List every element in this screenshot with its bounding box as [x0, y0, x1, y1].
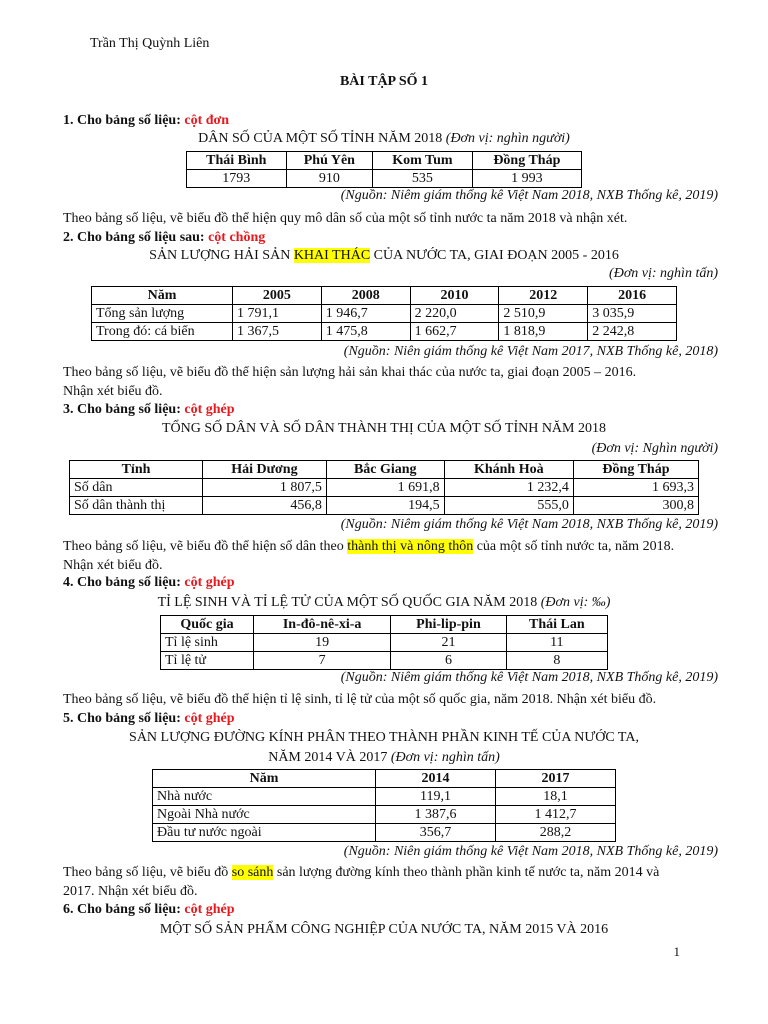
table-1-col: Phú Yên: [286, 152, 373, 170]
table-cell: 3 035,9: [588, 305, 677, 323]
section-5-task-line-2: 2017. Nhận xét biểu đồ.: [63, 884, 198, 899]
section-4-title: [0, 595, 768, 611]
table-1: [186, 151, 582, 188]
section-2-heading: [63, 230, 265, 246]
table-cell: 535: [373, 170, 473, 188]
table-4-col: Phi-lip-pin: [391, 616, 506, 634]
table-cell: 2 242,8: [588, 323, 677, 341]
table-1-col: Đồng Tháp: [472, 152, 581, 170]
section-6-heading: [63, 902, 235, 918]
table-4-col: In-đô-nê-xi-a: [254, 616, 391, 634]
section-1-title-text: DÂN SỐ CỦA MỘT SỐ TỈNH NĂM 2018: [198, 131, 443, 146]
section-3-task: [63, 537, 723, 575]
table-2: [91, 286, 677, 341]
table-cell: 456,8: [203, 497, 327, 515]
section-1-title: [0, 131, 768, 147]
table-cell: 18,1: [496, 788, 616, 806]
table-cell: 1 232,4: [444, 479, 573, 497]
section-1-task: Theo bảng số liệu, vẽ biểu đồ thể hiện quy mô dân số của một số tỉnh nước ta năm 2018 và nhận xét.: [63, 211, 628, 226]
table-5-col: 2014: [376, 770, 496, 788]
section-3-source: (Nguồn: Niêm giám thống kê Việt Nam 2018, NXB Thống kê, 2019): [340, 517, 718, 532]
section-4-type: cột ghép: [184, 575, 235, 590]
table-2-col: 2008: [321, 287, 410, 305]
section-3-type: cột ghép: [184, 402, 235, 417]
section-3-heading: [63, 402, 235, 418]
table-cell: 1 691,8: [326, 479, 444, 497]
section-3-task-post: của một số tỉnh nước ta, năm 2018.: [476, 539, 675, 554]
section-3-task-highlight: thành thị và nông thôn: [347, 539, 474, 554]
table-2-header: [92, 287, 677, 305]
section-2-title-pre: SẢN LƯỢNG HẢI SẢN: [149, 248, 291, 263]
table-cell: 21: [391, 634, 506, 652]
table-row: [92, 305, 677, 323]
table-cell: 555,0: [444, 497, 573, 515]
table-row: [70, 479, 699, 497]
table-3: [69, 460, 699, 515]
table-row: [92, 323, 677, 341]
table-cell: Số dân thành thị: [70, 497, 203, 515]
author-name: Trần Thị Quỳnh Liên: [90, 36, 210, 51]
table-cell: 1 818,9: [499, 323, 588, 341]
table-row: [161, 652, 608, 670]
table-5-col: Năm: [153, 770, 376, 788]
section-5-task-highlight: so sánh: [231, 865, 274, 880]
section-2-task-line-1: Theo bảng số liệu, vẽ biểu đồ thể hiện sản lượng hải sản khai thác của nước ta, giai đoạn 2005 – 2016.: [63, 365, 637, 380]
table-cell: 1 662,7: [410, 323, 499, 341]
table-cell: 1 367,5: [233, 323, 322, 341]
table-cell: 910: [286, 170, 373, 188]
table-cell: Tổng sản lượng: [92, 305, 233, 323]
section-1-type: cột đơn: [184, 113, 230, 128]
table-row: [153, 788, 616, 806]
table-row: [161, 634, 608, 652]
table-cell: 1793: [187, 170, 287, 188]
section-3-title: TỔNG SỐ DÂN VÀ SỐ DÂN THÀNH THỊ CỦA MỘT SỐ TỈNH NĂM 2018: [161, 421, 606, 436]
table-3-col: Khánh Hoà: [444, 461, 573, 479]
table-cell: 6: [391, 652, 506, 670]
section-5-title-line-1: SẢN LƯỢNG ĐƯỜNG KÍNH PHÂN THEO THÀNH PHẦN KINH TẾ CỦA NƯỚC TA,: [129, 730, 639, 745]
table-3-col: Đồng Tháp: [573, 461, 698, 479]
section-3-task-line-2: Nhận xét biểu đồ.: [63, 558, 163, 573]
section-2-source: (Nguồn: Niên giám thống kê Việt Nam 2017, NXB Thống kê, 2018): [343, 344, 718, 359]
table-1-header: [187, 152, 582, 170]
table-cell: 1 946,7: [321, 305, 410, 323]
page-title: BÀI TẬP SỐ 1: [339, 74, 429, 89]
table-2-col: 2005: [233, 287, 322, 305]
table-2-col: Năm: [92, 287, 233, 305]
section-1-label: 1. Cho bảng số liệu:: [63, 113, 181, 128]
section-3-label: 3. Cho bảng số liệu:: [63, 402, 181, 417]
table-cell: 300,8: [573, 497, 698, 515]
section-2-title-post: CỦA NƯỚC TA, GIAI ĐOẠN 2005 - 2016: [373, 248, 619, 263]
table-cell: Tỉ lệ tử: [161, 652, 254, 670]
section-2-task-line-2: Nhận xét biểu đồ.: [63, 384, 163, 399]
section-4-title-text: TỈ LỆ SINH VÀ TỈ LỆ TỬ CỦA MỘT SỐ QUỐC GIA NĂM 2018: [157, 595, 538, 610]
section-2-type: cột chồng: [208, 230, 266, 245]
section-5-unit: (Đơn vị: nghìn tấn): [390, 750, 500, 765]
section-4-task: Theo bảng số liệu, vẽ biểu đồ thể hiện tỉ lệ sinh, tỉ lệ tử của một số quốc gia, năm 2018. Nhận xét biểu đồ.: [63, 692, 657, 707]
table-cell: 1 807,5: [203, 479, 327, 497]
section-2-title-highlight: KHAI THÁC: [293, 248, 371, 263]
table-cell: 19: [254, 634, 391, 652]
table-cell: Số dân: [70, 479, 203, 497]
table-cell: 8: [506, 652, 607, 670]
table-cell: Ngoài Nhà nước: [153, 806, 376, 824]
table-cell: 194,5: [326, 497, 444, 515]
page-number: 1: [673, 944, 680, 959]
table-3-col: Bắc Giang: [326, 461, 444, 479]
table-cell: 1 387,6: [376, 806, 496, 824]
table-cell: 2 220,0: [410, 305, 499, 323]
section-5-type: cột ghép: [184, 711, 235, 726]
section-3-task-line-1: [63, 537, 723, 556]
section-5-task-line-1: [63, 863, 723, 882]
table-4-col: Quốc gia: [161, 616, 254, 634]
table-cell: 356,7: [376, 824, 496, 842]
section-5-task: [63, 863, 723, 901]
table-cell: Đầu tư nước ngoài: [153, 824, 376, 842]
table-cell: 1 412,7: [496, 806, 616, 824]
section-2-label: 2. Cho bảng số liệu sau:: [63, 230, 205, 245]
table-cell: 1 993: [472, 170, 581, 188]
section-1-unit: (Đơn vị: nghìn người): [445, 131, 570, 146]
section-5-task-pre: Theo bảng số liệu, vẽ biểu đồ: [63, 865, 229, 880]
table-5-col: 2017: [496, 770, 616, 788]
table-cell: Trong đó: cá biển: [92, 323, 233, 341]
section-3-unit: (Đơn vị: Nghìn người): [591, 441, 718, 456]
section-1-heading: [63, 113, 229, 129]
table-3-col: Hải Dương: [203, 461, 327, 479]
table-3-header: [70, 461, 699, 479]
section-6-type: cột ghép: [184, 902, 235, 917]
table-2-col: 2012: [499, 287, 588, 305]
table-cell: 288,2: [496, 824, 616, 842]
section-5-task-post: sản lượng đường kính theo thành phần kinh tế nước ta, năm 2014 và: [276, 865, 660, 880]
table-2-col: 2010: [410, 287, 499, 305]
section-2-unit: (Đơn vị: nghìn tấn): [609, 266, 718, 281]
section-5-heading: [63, 711, 235, 727]
table-1-col: Kom Tum: [373, 152, 473, 170]
table-row: [70, 497, 699, 515]
table-4-header: [161, 616, 608, 634]
table-5: [152, 769, 616, 842]
table-cell: Tỉ lệ sinh: [161, 634, 254, 652]
section-4-heading: [63, 575, 235, 591]
table-cell: 11: [506, 634, 607, 652]
section-5-title-line-2: [0, 750, 768, 766]
table-row: [187, 170, 582, 188]
section-2-task: [63, 363, 723, 401]
section-6-label: 6. Cho bảng số liệu:: [63, 902, 181, 917]
section-4-unit: (Đơn vị: ‰): [540, 595, 611, 610]
section-5-source: (Nguồn: Niên giám thống kê Việt Nam 2018, NXB Thống kê, 2019): [343, 844, 718, 859]
table-3-col: Tỉnh: [70, 461, 203, 479]
section-5-label: 5. Cho bảng số liệu:: [63, 711, 181, 726]
table-2-col: 2016: [588, 287, 677, 305]
section-5-title-text: NĂM 2014 VÀ 2017: [268, 750, 388, 765]
table-cell: 1 475,8: [321, 323, 410, 341]
table-cell: 7: [254, 652, 391, 670]
section-6-title: MỘT SỐ SẢN PHẨM CÔNG NGHIỆP CỦA NƯỚC TA, NĂM 2015 VÀ 2016: [159, 922, 609, 937]
section-4-source: (Nguồn: Niêm giám thống kê Việt Nam 2018, NXB Thống kê, 2019): [340, 670, 718, 685]
table-4-col: Thái Lan: [506, 616, 607, 634]
table-cell: 1 791,1: [233, 305, 322, 323]
section-1-source: (Nguồn: Niêm giám thống kê Việt Nam 2018, NXB Thống kê, 2019): [340, 188, 718, 203]
table-cell: 1 693,3: [573, 479, 698, 497]
section-3-task-pre: Theo bảng số liệu, vẽ biểu đồ thể hiện số dân theo: [63, 539, 344, 554]
section-2-title: [0, 248, 768, 264]
table-row: [153, 806, 616, 824]
section-4-label: 4. Cho bảng số liệu:: [63, 575, 181, 590]
table-1-col: Thái Bình: [187, 152, 287, 170]
table-row: [153, 824, 616, 842]
table-cell: 119,1: [376, 788, 496, 806]
table-4: [160, 615, 608, 670]
table-cell: 2 510,9: [499, 305, 588, 323]
table-cell: Nhà nước: [153, 788, 376, 806]
table-5-header: [153, 770, 616, 788]
